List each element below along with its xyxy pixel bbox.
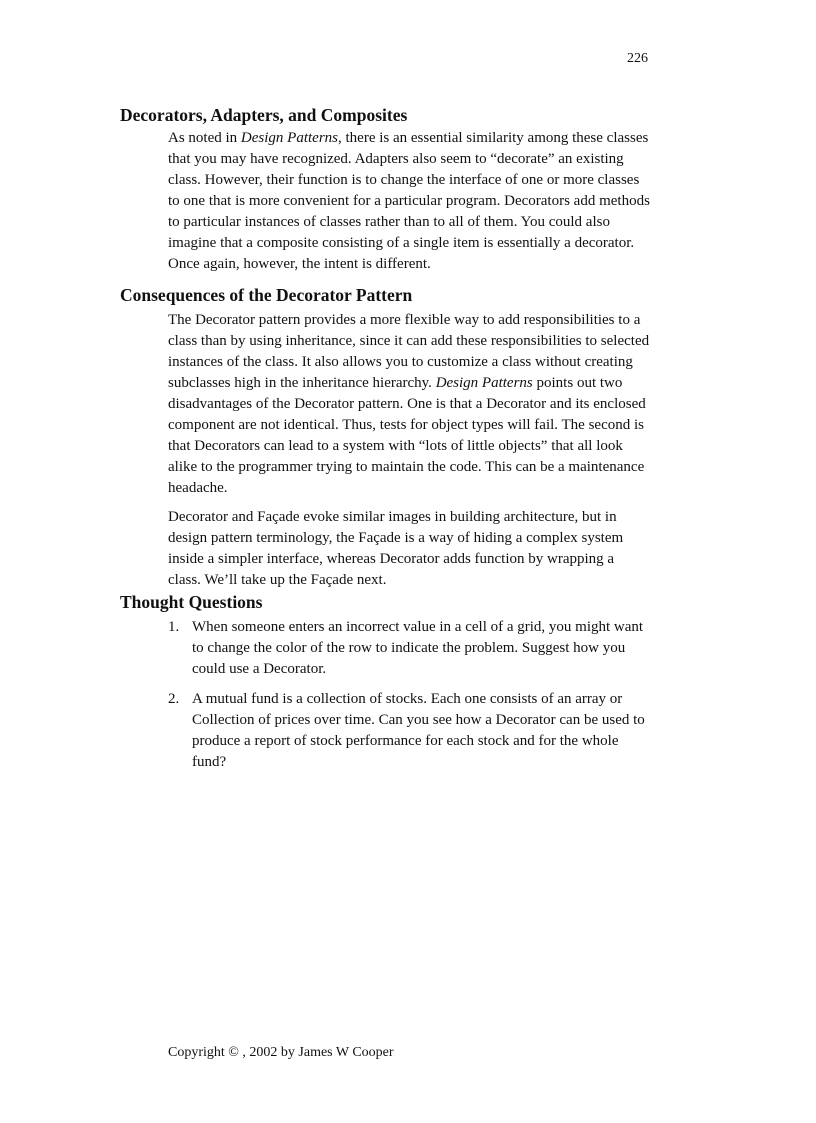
paragraph: Decorator and Façade evoke similar images in building architecture, but in design pattern terminology, the Façade is a way of hiding a complex system inside a simpler interface, whereas Decorator adds function by wrapping a class. We’ll take up the Façade next.	[168, 509, 624, 588]
book-title: Design Patterns	[435, 375, 533, 391]
question-number: 1.	[168, 619, 180, 635]
paragraph	[168, 128, 650, 275]
section-heading-thought-questions: Thought Questions	[120, 592, 263, 612]
section-body-decorators-adapters-composites	[168, 128, 650, 275]
copyright-footer: Copyright © , 2002 by James W Cooper	[168, 1045, 394, 1060]
paragraph-text: As noted in	[168, 130, 241, 146]
paragraph-text: , there is an essential similarity among these classes that you may have recognized. Adapters also seem to “decorate” an existing class. However, their function is to change the interface of one or more classes to one that is more convenient for a particular program. Decorators add methods to particular instances of classes rather than to all of them. You could also imagine that a composite consisting of a single item is essentially a decorator. Once again, however, the intent is different.	[168, 130, 650, 272]
list-item	[168, 689, 650, 773]
paragraph-text: points out two disadvantages of the Decorator pattern. One is that a Decorator and its enclosed component are not identical. Thus, tests for object types will fail. The second is that Decorators can lead to a system with “lots of little objects” that all look alike to the programmer trying to maintain the code. This can be a maintenance headache.	[168, 375, 646, 496]
question-number: 2.	[168, 691, 180, 707]
section-heading-decorators-adapters-composites: Decorators, Adapters, and Composites	[120, 105, 408, 125]
question-text: When someone enters an incorrect value in a cell of a grid, you might want to change the color of the row to indicate the problem. Suggest how you could use a Decorator.	[192, 619, 644, 677]
section-heading-consequences: Consequences of the Decorator Pattern	[120, 285, 413, 305]
page-number: 226	[627, 51, 648, 66]
section-body-consequences	[168, 310, 650, 591]
paragraph-text: The Decorator pattern provides a more flexible way to add responsibilities to a class than by using inheritance, since it can add these responsibilities to selected instances of the class. It also allows you to customize a class without creating subclasses high in the inheritance hierarchy.	[168, 312, 650, 391]
list-item	[168, 617, 650, 680]
question-text: A mutual fund is a collection of stocks. Each one consists of an array or Collection of prices over time. Can you see how a Decorator can be used to produce a report of stock performance for each stock and for the whole fund?	[192, 691, 645, 770]
book-title: Design Patterns	[240, 130, 338, 146]
paragraph	[168, 310, 650, 499]
thought-questions-list	[168, 617, 650, 773]
